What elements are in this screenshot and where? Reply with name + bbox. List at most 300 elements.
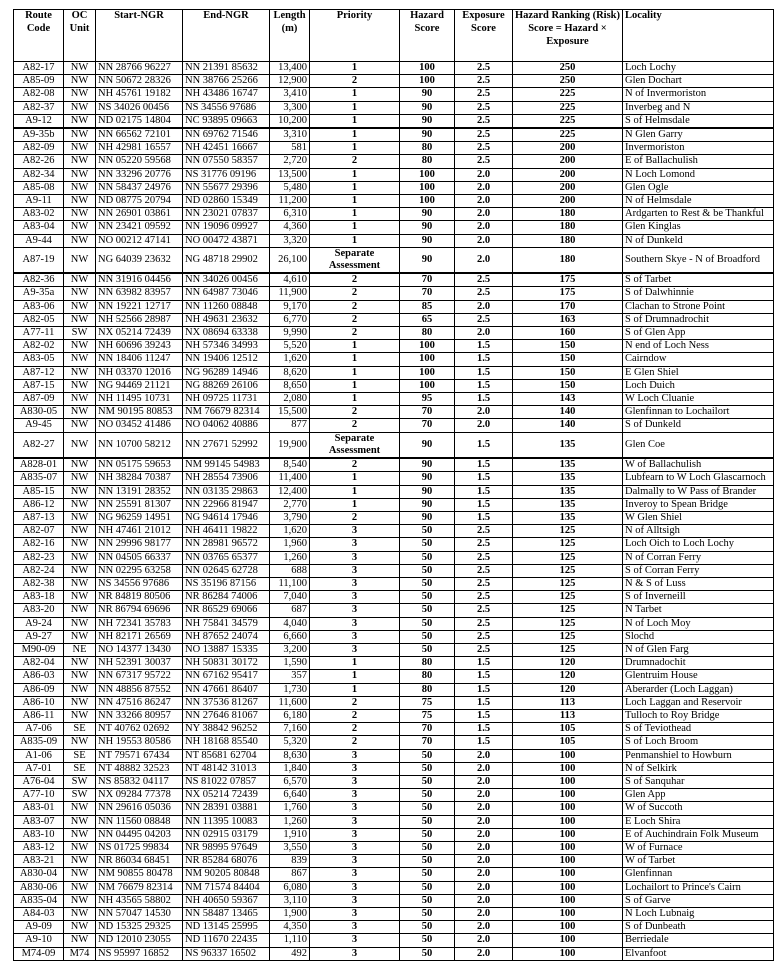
cell-exposure-score: 1.5 [455, 340, 513, 353]
cell-risk-score: 100 [513, 789, 623, 802]
cell-risk-score: 150 [513, 379, 623, 392]
cell-locality: N of Helmsdale [623, 195, 774, 208]
cell-hazard-score: 100 [400, 168, 455, 181]
cell-priority: 2 [310, 709, 400, 722]
cell-end-ngr: NN 02915 03179 [183, 828, 270, 841]
cell-end-ngr: NG 88269 26106 [183, 379, 270, 392]
cell-priority: 1 [310, 142, 400, 155]
cell-locality: N Loch Lomond [623, 168, 774, 181]
cell-exposure-score: 1.5 [455, 498, 513, 511]
cell-risk-score: 135 [513, 511, 623, 524]
cell-locality: E of Auchindrain Folk Museum [623, 828, 774, 841]
cell-locality: N of Invermoriston [623, 88, 774, 101]
cell-length: 11,600 [270, 696, 310, 709]
cell-priority: 1 [310, 670, 400, 683]
cell-risk-score: 135 [513, 432, 623, 458]
cell-end-ngr: NC 93895 09663 [183, 114, 270, 128]
cell-hazard-score: 90 [400, 472, 455, 485]
cell-exposure-score: 2.0 [455, 181, 513, 194]
cell-exposure-score: 2.5 [455, 155, 513, 168]
cell-locality: N of Dunkeld [623, 234, 774, 247]
cell-risk-score: 100 [513, 828, 623, 841]
cell-end-ngr: ND 11670 22435 [183, 934, 270, 947]
table-row [14, 313, 774, 326]
cell-priority: 1 [310, 234, 400, 247]
cell-oc-unit: NW [64, 208, 96, 221]
cell-locality: N of Alltsigh [623, 525, 774, 538]
cell-priority: 3 [310, 630, 400, 643]
table-row [14, 564, 774, 577]
cell-route-code: A87-12 [14, 366, 64, 379]
cell-start-ngr: NN 29996 98177 [96, 538, 183, 551]
cell-locality: N Glen Garry [623, 128, 774, 142]
cell-risk-score: 100 [513, 855, 623, 868]
cell-start-ngr: NN 04495 04203 [96, 828, 183, 841]
table-row [14, 327, 774, 340]
cell-end-ngr: NN 11260 08848 [183, 300, 270, 313]
cell-locality: N Loch Lubnaig [623, 908, 774, 921]
cell-route-code: A830-05 [14, 406, 64, 419]
cell-start-ngr: NM 76679 82314 [96, 881, 183, 894]
cell-oc-unit: NW [64, 155, 96, 168]
table-row [14, 881, 774, 894]
cell-exposure-score: 2.0 [455, 168, 513, 181]
cell-end-ngr: NN 03765 65377 [183, 551, 270, 564]
cell-hazard-score: 50 [400, 551, 455, 564]
cell-route-code: A87-19 [14, 247, 64, 273]
cell-risk-score: 113 [513, 709, 623, 722]
cell-route-code: A82-08 [14, 88, 64, 101]
cell-hazard-score: 50 [400, 947, 455, 960]
cell-end-ngr: NH 57346 34993 [183, 340, 270, 353]
table-row [14, 591, 774, 604]
cell-hazard-score: 65 [400, 313, 455, 326]
cell-length: 1,760 [270, 802, 310, 815]
cell-priority: 2 [310, 723, 400, 736]
cell-route-code: M74-09 [14, 947, 64, 960]
cell-oc-unit: NE [64, 643, 96, 656]
cell-risk-score: 250 [513, 62, 623, 75]
cell-risk-score: 125 [513, 630, 623, 643]
cell-length: 12,400 [270, 485, 310, 498]
cell-priority: 1 [310, 353, 400, 366]
cell-locality: Glen Coe [623, 432, 774, 458]
table-row [14, 855, 774, 868]
cell-start-ngr: NN 66562 72101 [96, 128, 183, 142]
cell-start-ngr: NX 05214 72439 [96, 327, 183, 340]
cell-start-ngr: NN 02295 63258 [96, 564, 183, 577]
cell-exposure-score: 2.0 [455, 762, 513, 775]
cell-hazard-score: 100 [400, 181, 455, 194]
cell-priority: 3 [310, 749, 400, 762]
cell-start-ngr: NT 79571 67434 [96, 749, 183, 762]
table-row [14, 511, 774, 524]
cell-end-ngr: NO 04062 40886 [183, 419, 270, 432]
cell-length: 26,100 [270, 247, 310, 273]
header-locality: Locality [623, 10, 774, 62]
cell-length: 11,200 [270, 195, 310, 208]
cell-exposure-score: 2.5 [455, 591, 513, 604]
cell-exposure-score: 2.0 [455, 908, 513, 921]
cell-oc-unit: NW [64, 591, 96, 604]
cell-priority: Separate Assessment [310, 247, 400, 273]
cell-priority: 1 [310, 657, 400, 670]
cell-end-ngr: NH 40650 59367 [183, 894, 270, 907]
cell-route-code: A87-13 [14, 511, 64, 524]
cell-exposure-score: 1.5 [455, 683, 513, 696]
cell-oc-unit: NW [64, 101, 96, 114]
table-row [14, 498, 774, 511]
cell-risk-score: 225 [513, 101, 623, 114]
cell-hazard-score: 50 [400, 762, 455, 775]
cell-oc-unit: NW [64, 683, 96, 696]
cell-start-ngr: NN 67317 95722 [96, 670, 183, 683]
cell-locality: S of Garve [623, 894, 774, 907]
cell-route-code: A87-15 [14, 379, 64, 392]
cell-length: 2,770 [270, 498, 310, 511]
cell-exposure-score: 2.5 [455, 604, 513, 617]
cell-exposure-score: 2.5 [455, 525, 513, 538]
cell-end-ngr: NR 86284 74006 [183, 591, 270, 604]
cell-oc-unit: NW [64, 934, 96, 947]
cell-risk-score: 180 [513, 234, 623, 247]
cell-locality: Tulloch to Roy Bridge [623, 709, 774, 722]
cell-length: 3,410 [270, 88, 310, 101]
cell-priority: 1 [310, 168, 400, 181]
cell-locality: W of Ballachulish [623, 458, 774, 472]
cell-locality: Lubfearn to W Loch Glascarnoch [623, 472, 774, 485]
cell-oc-unit: NW [64, 485, 96, 498]
cell-locality: Glenfinnan [623, 868, 774, 881]
cell-risk-score: 125 [513, 525, 623, 538]
cell-length: 5,320 [270, 736, 310, 749]
cell-start-ngr: NN 23421 09592 [96, 221, 183, 234]
cell-length: 867 [270, 868, 310, 881]
table-row [14, 247, 774, 273]
cell-hazard-score: 90 [400, 458, 455, 472]
cell-length: 2,080 [270, 393, 310, 406]
cell-oc-unit: NW [64, 181, 96, 194]
cell-locality: S of Inverneill [623, 591, 774, 604]
cell-oc-unit: NW [64, 564, 96, 577]
cell-route-code: A82-26 [14, 155, 64, 168]
table-row [14, 604, 774, 617]
cell-risk-score: 100 [513, 921, 623, 934]
cell-hazard-score: 50 [400, 934, 455, 947]
cell-route-code: A83-20 [14, 604, 64, 617]
cell-length: 11,900 [270, 287, 310, 300]
cell-hazard-score: 50 [400, 538, 455, 551]
cell-priority: 3 [310, 538, 400, 551]
cell-route-code: A76-04 [14, 775, 64, 788]
cell-end-ngr: ND 02860 15349 [183, 195, 270, 208]
cell-oc-unit: NW [64, 802, 96, 815]
cell-exposure-score: 2.0 [455, 234, 513, 247]
cell-hazard-score: 75 [400, 696, 455, 709]
cell-exposure-score: 2.5 [455, 313, 513, 326]
cell-start-ngr: NG 94469 21121 [96, 379, 183, 392]
cell-length: 3,110 [270, 894, 310, 907]
table-row [14, 657, 774, 670]
cell-start-ngr: NS 34556 97686 [96, 577, 183, 590]
cell-hazard-score: 80 [400, 327, 455, 340]
cell-oc-unit: M74 [64, 947, 96, 960]
cell-risk-score: 100 [513, 841, 623, 854]
cell-risk-score: 105 [513, 736, 623, 749]
cell-priority: 2 [310, 300, 400, 313]
cell-start-ngr: NS 95997 16852 [96, 947, 183, 960]
header-hazard-score: Hazard Score [400, 10, 455, 62]
cell-start-ngr: ND 02175 14804 [96, 114, 183, 128]
cell-oc-unit: NW [64, 366, 96, 379]
cell-locality: Glen Kinglas [623, 221, 774, 234]
cell-hazard-score: 50 [400, 604, 455, 617]
cell-end-ngr: ND 13145 25995 [183, 921, 270, 934]
cell-oc-unit: NW [64, 353, 96, 366]
cell-risk-score: 225 [513, 114, 623, 128]
cell-exposure-score: 2.5 [455, 577, 513, 590]
cell-risk-score: 180 [513, 221, 623, 234]
cell-priority: 2 [310, 458, 400, 472]
cell-priority: 2 [310, 327, 400, 340]
cell-hazard-score: 50 [400, 643, 455, 656]
cell-exposure-score: 2.0 [455, 815, 513, 828]
cell-risk-score: 125 [513, 604, 623, 617]
cell-start-ngr: NN 47516 86247 [96, 696, 183, 709]
cell-risk-score: 200 [513, 181, 623, 194]
cell-oc-unit: NW [64, 195, 96, 208]
cell-start-ngr: NH 47461 21012 [96, 525, 183, 538]
cell-exposure-score: 1.5 [455, 657, 513, 670]
cell-risk-score: 140 [513, 406, 623, 419]
cell-oc-unit: NW [64, 670, 96, 683]
cell-hazard-score: 50 [400, 775, 455, 788]
cell-priority: 1 [310, 683, 400, 696]
cell-end-ngr: NN 07550 58357 [183, 155, 270, 168]
cell-end-ngr: NN 23021 07837 [183, 208, 270, 221]
cell-locality: Loch Laggan and Reservoir [623, 696, 774, 709]
cell-start-ngr: NH 60696 39243 [96, 340, 183, 353]
cell-hazard-score: 80 [400, 142, 455, 155]
cell-exposure-score: 2.5 [455, 287, 513, 300]
cell-length: 6,310 [270, 208, 310, 221]
table-row [14, 181, 774, 194]
cell-priority: 2 [310, 419, 400, 432]
cell-end-ngr: NH 46411 19822 [183, 525, 270, 538]
cell-priority: 3 [310, 802, 400, 815]
cell-risk-score: 125 [513, 643, 623, 656]
cell-length: 4,040 [270, 617, 310, 630]
cell-oc-unit: NW [64, 604, 96, 617]
cell-locality: S of Dalwhinnie [623, 287, 774, 300]
cell-exposure-score: 2.5 [455, 538, 513, 551]
cell-risk-score: 125 [513, 591, 623, 604]
cell-oc-unit: NW [64, 221, 96, 234]
cell-start-ngr: NN 18406 11247 [96, 353, 183, 366]
cell-priority: 3 [310, 921, 400, 934]
cell-length: 3,300 [270, 101, 310, 114]
table-row [14, 142, 774, 155]
cell-hazard-score: 90 [400, 114, 455, 128]
cell-oc-unit: SW [64, 775, 96, 788]
table-row [14, 379, 774, 392]
cell-hazard-score: 90 [400, 234, 455, 247]
cell-oc-unit: NW [64, 736, 96, 749]
cell-route-code: A84-03 [14, 908, 64, 921]
cell-start-ngr: NN 05175 59653 [96, 458, 183, 472]
cell-hazard-score: 95 [400, 393, 455, 406]
cell-end-ngr: NN 28391 03881 [183, 802, 270, 815]
cell-locality: W Loch Cluanie [623, 393, 774, 406]
cell-exposure-score: 2.0 [455, 934, 513, 947]
table-row [14, 273, 774, 287]
cell-end-ngr: NO 13887 15335 [183, 643, 270, 656]
cell-oc-unit: NW [64, 458, 96, 472]
cell-route-code: A86-12 [14, 498, 64, 511]
cell-route-code: A77-10 [14, 789, 64, 802]
cell-end-ngr: NG 94614 17946 [183, 511, 270, 524]
table-row [14, 432, 774, 458]
cell-oc-unit: NW [64, 419, 96, 432]
cell-risk-score: 163 [513, 313, 623, 326]
cell-risk-score: 125 [513, 551, 623, 564]
cell-start-ngr: NH 03370 12016 [96, 366, 183, 379]
cell-length: 4,360 [270, 221, 310, 234]
cell-route-code: A9-27 [14, 630, 64, 643]
cell-oc-unit: NW [64, 908, 96, 921]
cell-exposure-score: 2.5 [455, 564, 513, 577]
cell-priority: 3 [310, 908, 400, 921]
cell-route-code: A835-07 [14, 472, 64, 485]
cell-locality: S of Loch Broom [623, 736, 774, 749]
cell-end-ngr: NN 27671 52992 [183, 432, 270, 458]
cell-risk-score: 100 [513, 894, 623, 907]
hazard-ranking-table-container [13, 9, 773, 961]
cell-route-code: A83-05 [14, 353, 64, 366]
cell-end-ngr: NN 64987 73046 [183, 287, 270, 300]
cell-oc-unit: NW [64, 379, 96, 392]
cell-priority: 1 [310, 485, 400, 498]
cell-route-code: A828-01 [14, 458, 64, 472]
cell-hazard-score: 100 [400, 195, 455, 208]
cell-hazard-score: 100 [400, 366, 455, 379]
cell-route-code: A9-11 [14, 195, 64, 208]
cell-start-ngr: NN 58437 24976 [96, 181, 183, 194]
cell-priority: 1 [310, 62, 400, 75]
cell-route-code: A7-06 [14, 723, 64, 736]
cell-locality: Lochailort to Prince's Cairn [623, 881, 774, 894]
cell-exposure-score: 2.5 [455, 75, 513, 88]
table-row [14, 630, 774, 643]
cell-length: 5,480 [270, 181, 310, 194]
cell-exposure-score: 2.0 [455, 327, 513, 340]
cell-hazard-score: 50 [400, 881, 455, 894]
cell-risk-score: 135 [513, 472, 623, 485]
table-row [14, 736, 774, 749]
cell-route-code: A82-38 [14, 577, 64, 590]
cell-start-ngr: NN 26901 03861 [96, 208, 183, 221]
cell-length: 3,790 [270, 511, 310, 524]
cell-exposure-score: 2.0 [455, 789, 513, 802]
cell-route-code: A9-44 [14, 234, 64, 247]
table-row [14, 789, 774, 802]
cell-exposure-score: 2.5 [455, 101, 513, 114]
cell-hazard-score: 70 [400, 406, 455, 419]
cell-priority: 1 [310, 366, 400, 379]
cell-route-code: A87-09 [14, 393, 64, 406]
cell-oc-unit: NW [64, 142, 96, 155]
cell-oc-unit: NW [64, 168, 96, 181]
cell-end-ngr: NN 67162 95417 [183, 670, 270, 683]
cell-risk-score: 143 [513, 393, 623, 406]
table-row [14, 551, 774, 564]
cell-oc-unit: NW [64, 498, 96, 511]
table-row [14, 947, 774, 960]
cell-route-code: A82-04 [14, 657, 64, 670]
cell-hazard-score: 50 [400, 802, 455, 815]
cell-length: 11,100 [270, 577, 310, 590]
cell-hazard-score: 90 [400, 511, 455, 524]
table-row [14, 75, 774, 88]
cell-priority: 3 [310, 551, 400, 564]
cell-locality: S of Teviothead [623, 723, 774, 736]
cell-hazard-score: 50 [400, 789, 455, 802]
cell-hazard-score: 80 [400, 683, 455, 696]
cell-priority: 2 [310, 313, 400, 326]
cell-length: 3,310 [270, 128, 310, 142]
cell-length: 6,770 [270, 313, 310, 326]
table-row [14, 921, 774, 934]
cell-hazard-score: 90 [400, 247, 455, 273]
table-row [14, 300, 774, 313]
cell-oc-unit: NW [64, 114, 96, 128]
cell-end-ngr: NN 03135 29863 [183, 485, 270, 498]
cell-risk-score: 100 [513, 749, 623, 762]
cell-risk-score: 160 [513, 327, 623, 340]
cell-route-code: A82-16 [14, 538, 64, 551]
cell-length: 7,040 [270, 591, 310, 604]
header-start-ngr: Start-NGR [96, 10, 183, 62]
cell-risk-score: 100 [513, 881, 623, 894]
cell-exposure-score: 2.0 [455, 775, 513, 788]
cell-exposure-score: 1.5 [455, 379, 513, 392]
table-row [14, 894, 774, 907]
table-row [14, 472, 774, 485]
cell-start-ngr: NO 03452 41486 [96, 419, 183, 432]
cell-start-ngr: NM 90195 80853 [96, 406, 183, 419]
table-body [14, 62, 774, 961]
table-row [14, 709, 774, 722]
cell-route-code: A82-02 [14, 340, 64, 353]
cell-length: 8,650 [270, 379, 310, 392]
table-row [14, 934, 774, 947]
header-hazard-ranking: Hazard Ranking (Risk) Score = Hazard × Exposure [513, 10, 623, 62]
cell-start-ngr: NT 40762 02692 [96, 723, 183, 736]
cell-oc-unit: NW [64, 247, 96, 273]
cell-end-ngr: NN 21391 85632 [183, 62, 270, 75]
cell-length: 4,610 [270, 273, 310, 287]
cell-locality: Glen Dochart [623, 75, 774, 88]
cell-risk-score: 140 [513, 419, 623, 432]
cell-start-ngr: NN 31916 04456 [96, 273, 183, 287]
cell-exposure-score: 2.0 [455, 195, 513, 208]
cell-start-ngr: NH 19553 80586 [96, 736, 183, 749]
cell-priority: 1 [310, 88, 400, 101]
cell-oc-unit: NW [64, 577, 96, 590]
cell-hazard-score: 50 [400, 868, 455, 881]
cell-risk-score: 135 [513, 485, 623, 498]
cell-risk-score: 100 [513, 762, 623, 775]
